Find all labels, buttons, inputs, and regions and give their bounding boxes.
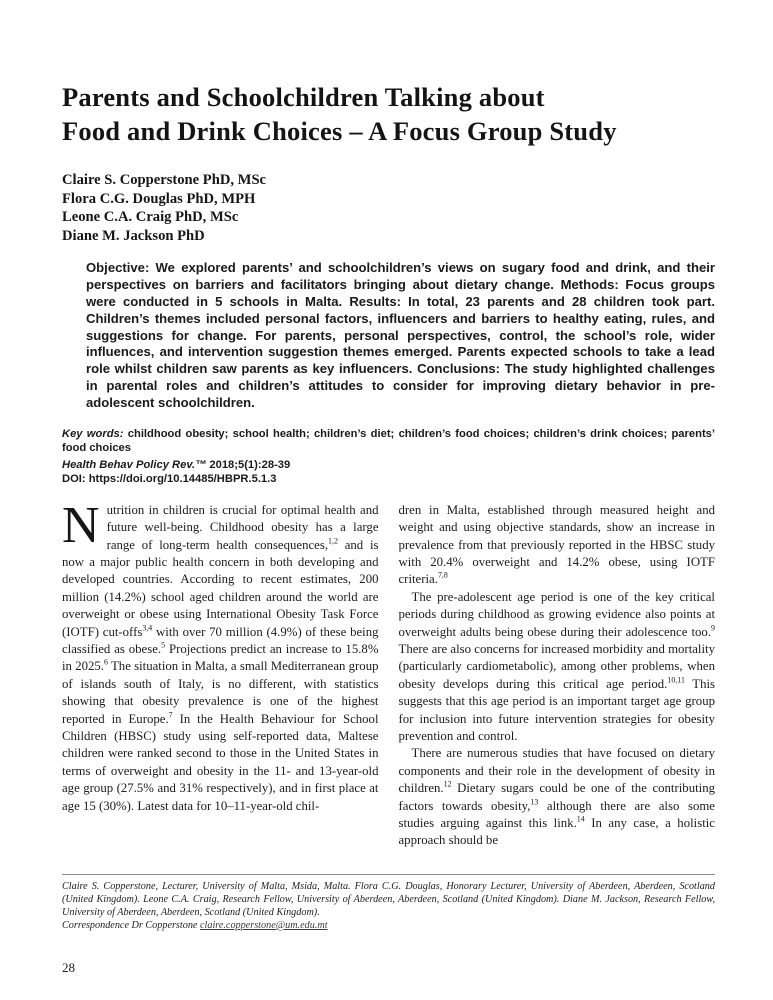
body-column-left bbox=[62, 496, 379, 850]
correspondence-email-link[interactable]: claire.copperstone@um.edu.mt bbox=[200, 919, 328, 931]
paper-header bbox=[62, 80, 715, 245]
author-affiliations-footer bbox=[62, 874, 715, 1000]
page-number: 28 bbox=[62, 960, 75, 975]
paragraph-continuation: dren in Malta, established through measured height and weight and using objective standards, show an increase in prevalence from that previously reported in the HBSC study with 20.4% overweight and 14.2% obese, using IOTF criteria.$^{7,8}$ bbox=[398, 502, 715, 587]
keywords-line bbox=[62, 427, 715, 456]
paragraph-dietary-studies: There are numerous studies that have focused on dietary components and their role in the development of obesity in children.$^{12}$ Dietary sugars could be one of the contributing factors towards obesity,$^{13}$ although there are also some studies arguing against this link.$^{14}$ In any case, a holistic approach should be bbox=[398, 746, 715, 848]
paragraph-preadolescent: The pre-adolescent age period is one of the key critical periods during childhood as growing evidence also points at overweight adults being obese during their adolescence too.$^9$ There are also concerns for increased morbidity and mortality (particularly cardiometabolic), among other problems, when obesity develops during this critical age period.$^{10,11}$ This suggests that this age period is an important target age group for inclusion into future intervention strategies for obesity prevention and control. bbox=[398, 589, 715, 744]
author-name-1: Claire S. Copperstone PhD, MSc bbox=[62, 172, 267, 188]
journal-name: Health Behav Policy Rev.™ bbox=[62, 459, 207, 472]
doi-line: DOI: https://doi.org/10.14485/HBPR.5.1.3 bbox=[62, 473, 277, 486]
author-name-3: Leone C.A. Craig PhD, MSc bbox=[62, 209, 239, 226]
correspondence-label: Correspondence Dr Copperstone bbox=[62, 919, 200, 931]
author-name-2: Flora C.G. Douglas PhD, MPH bbox=[62, 190, 256, 207]
author-name-4: Diane M. Jackson PhD bbox=[62, 227, 205, 244]
title-line-1: Parents and Schoolchildren Talking about bbox=[62, 82, 545, 112]
article-body bbox=[62, 496, 715, 850]
journal-citation bbox=[62, 458, 715, 472]
body-column-right bbox=[399, 502, 716, 850]
abstract-section bbox=[86, 260, 715, 411]
article-meta bbox=[62, 427, 715, 487]
keywords-text: childhood obesity; school health; children’s diet; children’s food choices; children’s drink choices; parents’ food choices bbox=[62, 427, 715, 454]
drop-cap: N bbox=[62, 496, 100, 554]
keywords-label: Key words: bbox=[62, 427, 124, 440]
paper-title bbox=[62, 80, 715, 148]
paragraph-intro-text: utrition in children is crucial for optimal health and future well-being. Childhood obesity has a large range of long-term health consequences,$^{1,2}$ and is now a major public health concern in both developing and developed countries. According to recent estimates, 200 million (14.2%) school aged children around the world are overweight or obese using International Obesity Task Force (IOTF) cut-offs$^{3,4}$ with over 70 million (4.9%) of these being classified as obese.$^5$ Projections predict an increase to 15.8% in 2025.$^6$ The situation in Malta, a small Mediterranean group of islands south of Italy, is no different, with statistics showing that obesity prevalence is one of the highest reported in Europe.$^7$ In the Health Behaviour for School Children (HBSC) study using self-reported data, Maltese children were ranked second to those in the United States in terms of overweight and obesity in the 11- and 13-year-old age group (27.5% and 31% respectively), and in first place at age 15 (30%). Latest data for 10–11-year-old chil- bbox=[62, 502, 379, 813]
title-line-2: Food and Drink Choices – A Focus Group Study bbox=[62, 116, 617, 146]
author-list bbox=[62, 171, 715, 245]
affiliations-text: Claire S. Copperstone, Lecturer, University of Malta, Msida, Malta. Flora C.G. Douglas, Honorary Lecturer, University of Aberdeen, Aberdeen, Scotland (United Kingdom). Leone C.A. Craig, Research Fellow, University of Aberdeen, Aberdeen, Scotland (United Kingdom). Diane M. Jackson, Research Fellow, University of Aberdeen, Aberdeen, Scotland (United Kingdom). bbox=[62, 881, 715, 918]
paragraph-intro bbox=[62, 496, 379, 815]
correspondence-line bbox=[62, 920, 715, 933]
abstract-text: Objective: We explored parents’ and schoolchildren’s views on sugary food and drink, and their perspectives on barriers and facilitators bringing about dietary change. Methods: Focus groups were conducted in 5 schools in Malta. Results: In total, 23 parents and 28 children took part. Children’s themes included personal factors, influencers and barriers to healthy eating, rules, and suggestions for change. For parents, personal perspectives, control, the school’s role, wider influences, and intervention suggestion themes emerged. Parents expected schools to take a lead role whilst children saw parents as key influencers. Conclusions: The study highlighted challenges in parental roles and children’s attitudes to consider for improving dietary behavior in pre-adolescent schoolchildren. bbox=[86, 260, 715, 410]
journal-issue-pages: 2018;5(1):28-39 bbox=[206, 459, 291, 472]
